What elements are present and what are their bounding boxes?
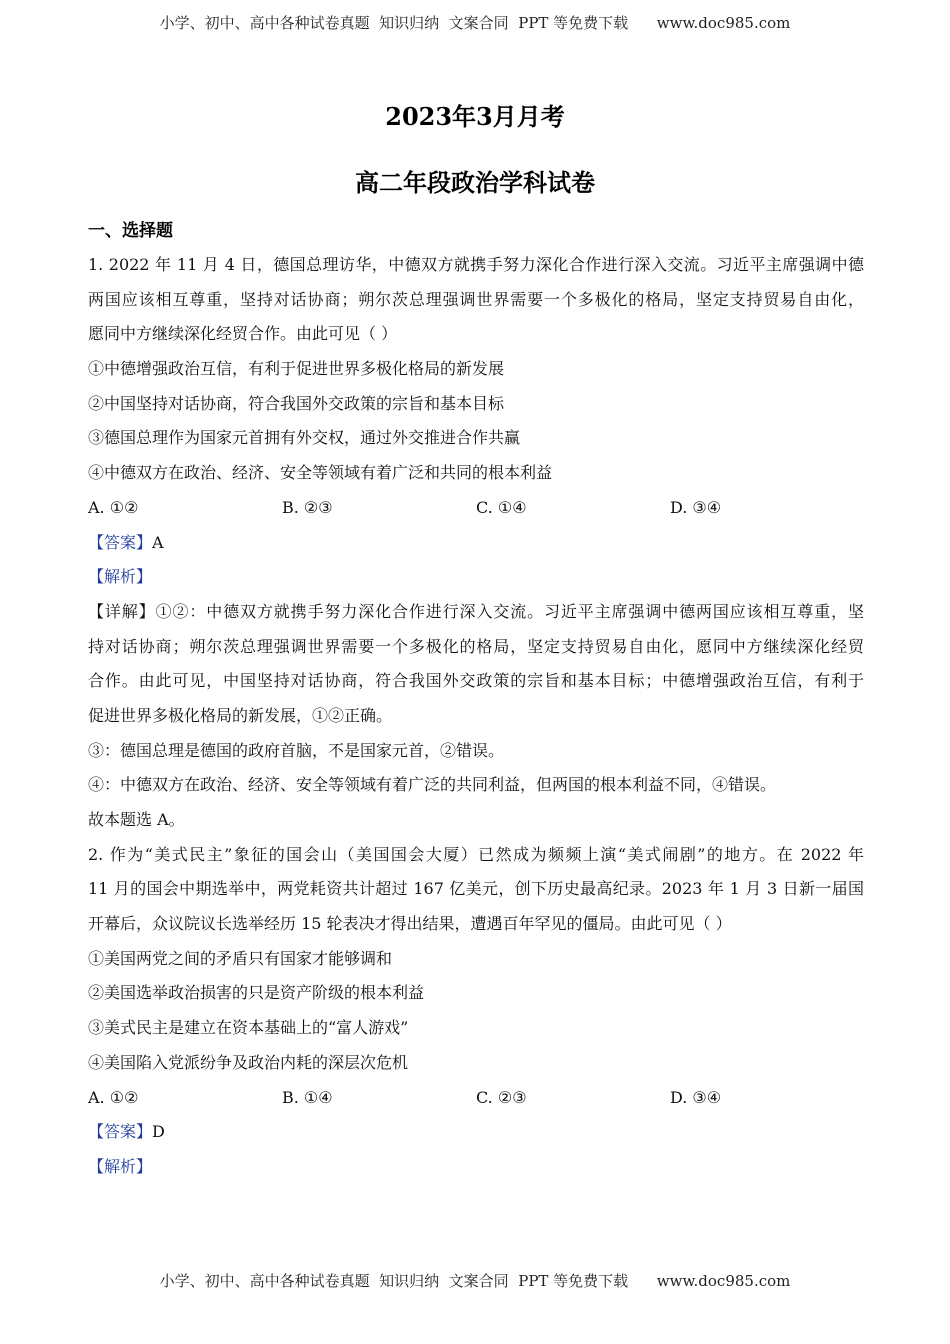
question-body <box>88 248 864 1185</box>
q2-options <box>88 1081 864 1116</box>
page-footer: 小学、初中、高中各种试卷真题 知识归纳 文案合同 PPT 等免费下载 www.doc985.com <box>159 1272 791 1290</box>
section-heading: 一、选择题 <box>88 221 173 241</box>
q2-option-b: B. ①④ <box>282 1087 333 1107</box>
q2-stem-line: 11 月的国会中期选举中，两党耗资共计超过 167 亿美元，创下历史最高纪录。2023 年 1 月 3 日新一届国 <box>88 879 864 899</box>
exam-date-title: 2023年3月月考 <box>385 102 565 131</box>
q1-detail-line: 持对话协商；朔尔茨总理强调世界需要一个多极化的格局，坚定支持贸易自由化，愿同中方继续深化经贸 <box>88 636 864 656</box>
q2-statement: ①美国两党之间的矛盾只有国家才能够调和 <box>88 948 393 968</box>
q2-analysis-label: 【解析】 <box>88 1156 153 1176</box>
answer-value: A <box>152 532 164 552</box>
answer-value: D <box>152 1122 165 1142</box>
q1-detail-line: ③：德国总理是德国的政府首脑，不是国家元首，②错误。 <box>88 740 505 760</box>
q1-detail-line: ④：中德双方在政治、经济、安全等领域有着广泛的共同利益，但两国的根本利益不同，④错误。 <box>88 775 777 795</box>
q1-option-b: B. ②③ <box>282 497 333 517</box>
q1-detail-line: 促进世界多极化格局的新发展，①②正确。 <box>88 705 393 725</box>
q1-options <box>88 491 864 526</box>
q1-detail-line <box>88 595 864 630</box>
q2-stem-line: 开幕后，众议院议长选举经历 15 轮表决才得出结果，遭遇百年罕见的僵局。由此可见（ ） <box>88 914 732 934</box>
q2-option-a: A. ①② <box>88 1087 139 1107</box>
q1-detail-line: 故本题选 A。 <box>88 810 185 829</box>
answer-label: 【答案】 <box>88 1122 153 1142</box>
detail-text: ①②：中德双方就携手努力深化合作进行深入交流。习近平主席强调中德两国应该相互尊重，坚 <box>155 601 864 621</box>
q1-statement: ①中德增强政治互信，有利于促进世界多极化格局的新发展 <box>88 359 505 379</box>
detail-label: 【详解】 <box>88 601 156 621</box>
q1-stem-line: 两国应该相互尊重，坚持对话协商；朔尔茨总理强调世界需要一个多极化的格局，坚定支持贸易自由化， <box>88 289 864 309</box>
q1-option-c: C. ①④ <box>476 497 527 517</box>
exam-subject-title: 高二年段政治学科试卷 <box>355 168 595 197</box>
q1-analysis-label: 【解析】 <box>88 567 153 587</box>
q1-detail-line: 合作。由此可见，中国坚持对话协商，符合我国外交政策的宗旨和基本目标；中德增强政治互信，有利于 <box>88 671 864 691</box>
q1-answer <box>88 526 864 561</box>
q1-stem-line: 愿同中方继续深化经贸合作。由此可见（ ） <box>88 324 398 344</box>
q1-option-a: A. ①② <box>88 497 139 517</box>
q1-option-d: D. ③④ <box>670 497 722 517</box>
q1-statement: ②中国坚持对话协商，符合我国外交政策的宗旨和基本目标 <box>88 393 505 413</box>
q2-option-d: D. ③④ <box>670 1087 722 1107</box>
q2-stem-line: 2. 作为“美式民主”象征的国会山（美国国会大厦）已然成为频频上演“美式闹剧”的地方。在 2022 年 <box>88 844 864 864</box>
page-header: 小学、初中、高中各种试卷真题 知识归纳 文案合同 PPT 等免费下载 www.doc985.com <box>159 14 791 32</box>
q1-stem-line: 1. 2022 年 11 月 4 日，德国总理访华，中德双方就携手努力深化合作进行深入交流。习近平主席强调中德 <box>88 255 864 274</box>
q2-statement: ②美国选举政治损害的只是资产阶级的根本利益 <box>88 983 425 1003</box>
q1-statement: ③德国总理作为国家元首拥有外交权，通过外交推进合作共赢 <box>88 428 521 448</box>
q1-statement: ④中德双方在政治、经济、安全等领域有着广泛和共同的根本利益 <box>88 463 553 483</box>
q2-statement: ④美国陷入党派纷争及政治内耗的深层次危机 <box>88 1052 409 1072</box>
q2-answer <box>88 1115 864 1150</box>
q2-statement: ③美式民主是建立在资本基础上的“富人游戏” <box>88 1018 409 1038</box>
q2-option-c: C. ②③ <box>476 1087 527 1107</box>
answer-label: 【答案】 <box>88 532 153 552</box>
